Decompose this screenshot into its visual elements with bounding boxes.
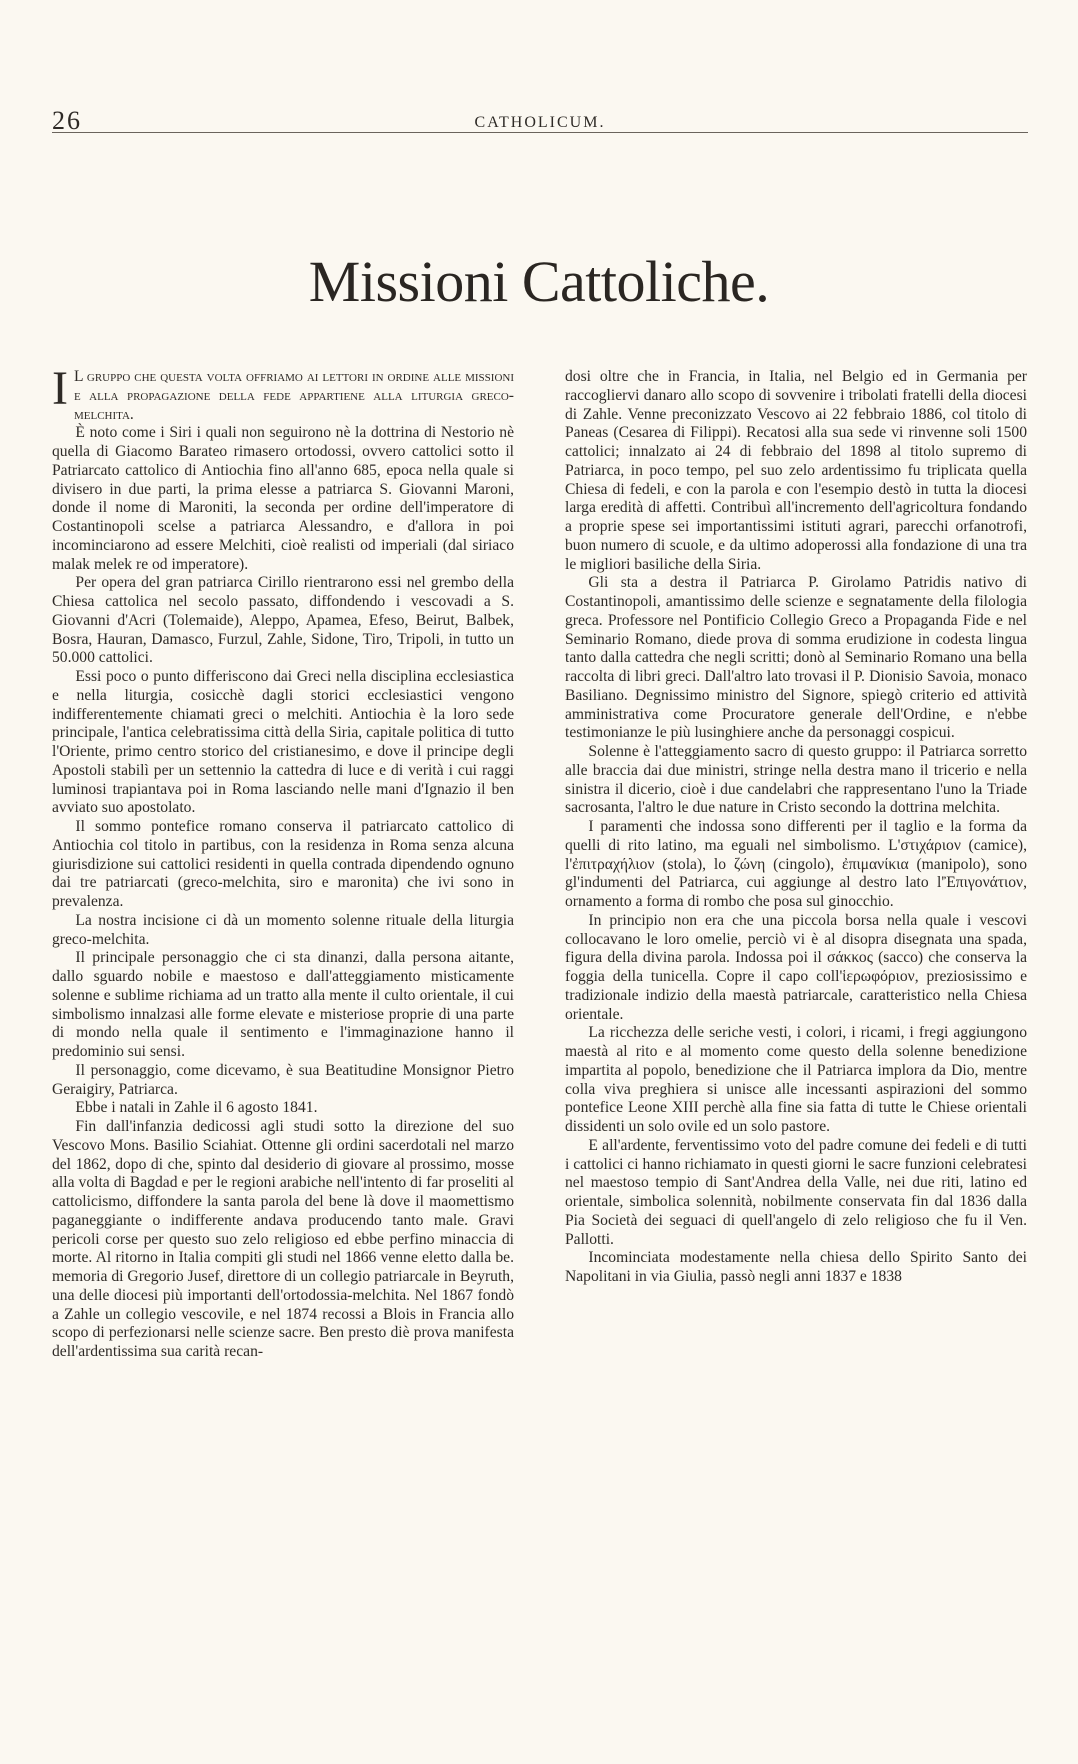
paragraph: La nostra incisione ci dà un momento solenne rituale della liturgia greco-melchita. (52, 911, 514, 948)
paragraph: Fin dall'infanzia dedicossi agli studi sotto la direzione del suo Vescovo Mons. Basilio Sciahiat. Ottenne gli ordini sacerdotali nel marzo del 1862, dopo di che, spinto dal desiderio di giovare al prossimo, mosse alla volta di Bagdad e per le regioni arabiche nell'intento di far proseliti al cattolicismo, diffondere la santa parola del bene là dove il maomettismo paganeggiante o indifferente andava producendo tanto male. Gravi pericoli corse per questo suo zelo religioso ed ebbe perfino minaccia di morte. Al ritorno in Italia compiti gli studi nel 1866 venne eletto dalla be. memoria di Gregorio Jusef, direttore di un collegio patriarcale in Beyruth, una delle diocesi più importanti dell'ortodossia-melchita. Nel 1867 fondò a Zahle un collegio vescovile, e nel 1874 recossi a Blois in Francia allo scopo di perfezionarsi nelle scienze sacre. Ben presto diè prova manifesta dell'ardentissima sua carità recan- (52, 1118, 514, 1360)
paragraph: Solenne è l'atteggiamento sacro di questo gruppo: il Patriarca sorretto alle braccia dai due ministri, stringe nella destra mano il tricerio e nella sinistra il dicerio, cioè i due candelabri che rappresentano l'uno la Triade sacrosanta, l'altro le due nature in Cristo secondo la dottrina melchita. (565, 743, 1027, 817)
paragraph: Il principale personaggio che ci sta dinanzi, dalla persona aitante, dallo sguardo nobile e maestoso e dall'atteggiamento misticamente solenne e sublime richiama ad un tratto alla mente il culto orientale, il cui simbolismo innalzasi alle forme elevate e misteriose proprie di una parte di mondo nella quale il sentimento e l'immaginazione hanno il predominio sui sensi. (52, 949, 514, 1060)
page-number: 26 (52, 106, 82, 135)
paragraph: Il sommo pontefice romano conserva il patriarcato cattolico di Antiochia col titolo in partibus, con la residenza in Roma senza alcuna giurisdizione sui cattolici residenti in quella contrada dipendendo ognuno dai tre patriarcati (greco-melchita, siro e maronita) che ivi sono in prevalenza. (52, 818, 514, 910)
paragraph: I paramenti che indossa sono differenti per il taglio e la forma da quelli di rito latino, ma eguali nel simbolismo. L'στιχάριον (camice), l'ἐπιτραχήλιον (stola), lo ζώνη (cingolo), ἐπιμανίκια (manipolo), sono gl'indumenti del Patriarca, cui aggiunge al destro lato l'Ἐπιγονάτιον, ornamento a forma di rombo che posa sul ginocchio. (565, 818, 1027, 910)
paragraph: Essi poco o punto differiscono dai Greci nella disciplina ecclesiastica e nella liturgia, cosicchè dagli storici ecclesiastici vengono indifferentemente chiamati greci o melchiti. Antiochia è la loro sede principale, l'antica celebratissima città della Siria, capitale politica di tutto l'Oriente, primo centro storico del cristianesimo, e dove il principe degli Apostoli stabilì per un settennio la cattedra di luce e di verità i cui raggi luminosi trapiantava poi in Roma lasciando nelle mani d'Ignazio il ben avviato suo apostolato. (52, 668, 514, 817)
left-column (52, 362, 514, 1362)
paragraph: Ebbe i natali in Zahle il 6 agosto 1841. (75, 1099, 318, 1117)
paragraph: È noto come i Siri i quali non seguirono nè la dottrina di Nestorio nè quella di Giacomo Barateo rimasero ortodossi, ovvero cattolici sotto il Patriarcato cattolico di Antiochia fino all'anno 685, epoca nella quale si divisero in due parti, la prima elesse a patriarca S. Giovanni Maroni, donde il nome di Maroniti, la seconda per ordine dell'imperatore di Costantinopoli scelse a patriarca Alessandro, e d'allora in poi incominciarono ad essere Melchiti, cioè realisti od imperiali (dal siriaco malak melek re od imperatore). (52, 424, 514, 573)
paragraph: Il personaggio, come dicevamo, è sua Beatitudine Monsignor Pietro Geraigiry, Patriarca. (52, 1061, 514, 1098)
paragraph: dosi oltre che in Francia, in Italia, nel Belgio ed in Germania per raccogliervi danaro allo scopo di sovvenire i tribolati fratelli della diocesi di Zahle. Venne preconizzato Vescovo ai 22 febbraio 1886, col titolo di Paneas (Cesarea di Filippi). Recatosi alla sua sede vi rinvenne soli 1500 cattolici; innalzato ai 24 di febbraio del 1898 al titolo supremo di Patriarca, in poco tempo, pel suo zelo ardentissimo fu triplicata quella Chiesa di fedeli, e con la parola e con l'esempio destò in tutta la diocesi larga eredità di affetti. Contribuì all'incremento dell'agricoltura fondando a proprie spese sei importantissimi istituti agrari, parecchi orfanotrofi, buon numero di scuole, e da ultimo adoperossi alla fondazione di una tra le migliori basiliche della Siria. (565, 368, 1027, 573)
running-head: CATHOLICUM. (474, 114, 606, 131)
paragraph: E all'ardente, ferventissimo voto del padre comune dei fedeli e di tutti i cattolici ci hanno richiamato in questi giorni le sacre funzioni celebratesi nel maestoso tempio di Sant'Andrea della Valle, nei due riti, latino ed orientale, simbolica solennità, nobilmente conservata fin dal 1836 dalla Pia Società dei seguaci di quell'angelo di zelo religioso che fu il Ven. Pallotti. (565, 1136, 1028, 1248)
article-title: Missioni Cattoliche. (308, 249, 770, 314)
paragraph: In principio non era che una piccola borsa nella quale i vescovi collocavano le loro omelie, perciò vi è al disopra disegnata una spada, figura della divina parola. Indossa poi il σάκκος (sacco) che conserva la foggia della tunicella. Copre il capo coll'ἱερωφόριον, preziosissimo e tradizionale indizio della maestà patriarcale, caratteristico nella Chiesa orientale. (565, 911, 1027, 1023)
paragraph: Incominciata modestamente nella chiesa dello Spirito Santo dei Napolitani in via Giulia, passò negli anni 1837 e 1838 (565, 1249, 1027, 1285)
page-header (52, 96, 1028, 133)
paragraph: Gli sta a destra il Patriarca P. Girolamo Patridis nativo di Costantinopoli, amantissimo delle scienze e segnatamente della filologia greca. Professore nel Pontificio Collegio Greco a Propaganda Fide e nel Seminario Romano, diede prova di somma erudizione in codesta lingua tanto dalla cattedra che negli scritti; donò al Seminario Romano una bella raccolta di libri greci. Dall'altro lato trovasi il P. Dionisio Savoia, monaco Basiliano. Degnissimo ministro del Signore, spiegò criterio ed attività amministrativa come Procuratore generale dell'Ordine, e n'ebbe testimonianze le più lusinghiere anche da personaggi cospicui. (565, 574, 1027, 742)
paragraph: Per opera del gran patriarca Cirillo rientrarono essi nel grembo della Chiesa cattolica nel secolo passato, diffondendo i vescovadi a S. Giovanni d'Acri (Tolemaide), Aleppo, Apamea, Efeso, Beirut, Balbek, Bosra, Hauran, Damasco, Furzul, Zahle, Sidone, Tiro, Tripoli, in tutto un 50.000 cattolici. (52, 574, 514, 667)
paragraph: I L gruppo che questa volta offriamo ai lettori in ordine alle missioni e alla propagazione della fede appartiene alla liturgia greco-melchita. (52, 362, 514, 423)
drop-cap: I (52, 362, 68, 415)
right-column (565, 368, 1027, 1287)
paragraph: La ricchezza delle seriche vesti, i colori, i ricami, i fregi aggiungono maestà al rito e al momento come questo della solenne benedizione impartita al popolo, benedizione che il Patriarca implora da Dio, mentre colla viva preghiera si unisce alle incessanti aspirazioni del sommo pontefice Leone XIII perchè alla fine sia fatta di tutte le Chiese orientali dissidenti un solo ovile ed un solo pastore. (565, 1024, 1027, 1135)
